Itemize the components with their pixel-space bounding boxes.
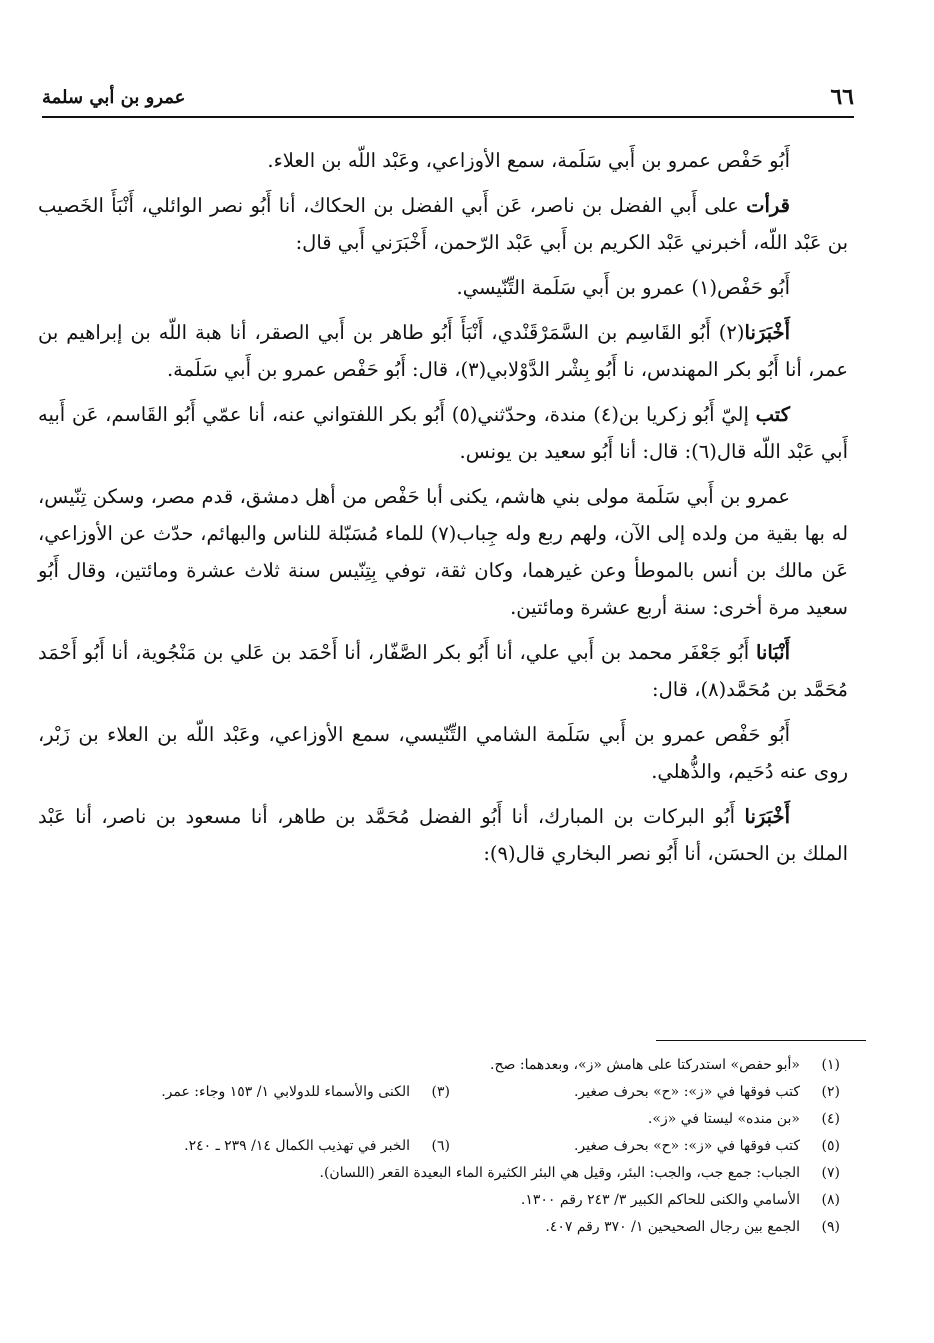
paragraph <box>38 478 848 626</box>
footnote <box>60 1214 840 1241</box>
paragraph-text: عمرو بن أَبي سَلَمة مولى بني هاشم، يكنى أبا حَفْص من أهل دمشق، قدم مصر، وسكن تِنّيس، له بها بقية من ولده إلى الآن، ولهم ربع وله جِباب(٧) للماء مُسَبّلة للناس والبهائم، حدّث عن الأوزاعي، عَن مالك بن أنس بالموطأ وعن غيرهما، وكان ثقة، توفي بِتِنّيس سنة ثلاث عشرة ومائتين، وقال أَبُو سعيد مرة أخرى: سنة أربع عشرة ومائتين. <box>38 485 849 619</box>
paragraph-text: على أَبي الفضل بن ناصر، عَن أَبي الفضل بن الحكاك، أنا أَبُو نصر الوائلي، أَنْبَأَ الخَصيب بن عَبْد اللّه، أخبرني عَبْد الكريم بن أَبي عَبْد الرّحمن، أَخْبَرَني أَبي قال: <box>38 194 848 254</box>
paragraph-text: أَبُو حَفْص عمرو بن أَبي سَلَمة الشامي التِّنّيسي، سمع الأوزاعي، وعَبْد اللّه بن العلاء بن زَبْر، روى عنه دُحَيم، والذُّهلي. <box>38 723 848 783</box>
footnote-number: (٥) <box>821 1138 840 1154</box>
footnote-row <box>60 1187 840 1214</box>
paragraph-text: أَبُو حَفْص عمرو بن أَبي سَلَمة، سمع الأوزاعي، وعَبْد اللّه بن العلاء. <box>267 149 790 172</box>
paragraph <box>38 396 848 470</box>
footnote-text: الجمع بين رجال الصحيحين ١/ ٣٧٠ رقم ٤٠٧. <box>545 1219 800 1235</box>
footnote-row <box>60 1214 840 1241</box>
footnote-number: (٨) <box>821 1192 840 1208</box>
footnote-text: كتب فوقها في «ز»: «ح» بحرف صغير. <box>573 1138 800 1154</box>
footnote-number: (١) <box>821 1057 840 1073</box>
footnote <box>60 1133 450 1160</box>
footnote-text: كتب فوقها في «ز»: «ح» بحرف صغير. <box>573 1084 800 1100</box>
paragraph-lead-word: قرأت <box>746 194 790 217</box>
footnote-number: (٧) <box>821 1165 840 1181</box>
footnote-text: الكنى والأسماء للدولابي ١/ ١٥٣ وجاء: عمر. <box>161 1084 410 1100</box>
footnote <box>60 1079 450 1106</box>
paragraph <box>38 269 848 306</box>
footnote-text: «بن منده» ليستا في «ز». <box>647 1111 800 1127</box>
footnote-row <box>60 1106 840 1133</box>
footnote-text: الجباب: جمع جب، والجب: البئر، وقيل هي البئر الكثيرة الماء البعيدة القعر (اللسان). <box>319 1165 800 1181</box>
footnotes <box>60 1052 840 1241</box>
paragraph <box>38 798 848 872</box>
footnote-number: (٣) <box>431 1084 450 1100</box>
footnote <box>450 1133 840 1160</box>
paragraph-lead-word: أَخْبَرَنا <box>744 805 790 828</box>
page-header <box>42 78 854 118</box>
footnote <box>60 1160 840 1187</box>
paragraph-text: أَبُو جَعْفَر محمد بن أَبي علي، أنا أَبُو بكر الصَّفّار، أنا أَحْمَد بن عَلي بن مَنْجُوية، أنا أَبُو أَحْمَد مُحَمَّد بن مُحَمَّد(٨)، قال: <box>38 641 848 701</box>
footnote-text: الأسامي والكنى للحاكم الكبير ٣/ ٢٤٣ رقم ١٣٠٠. <box>520 1192 800 1208</box>
footnote-number: (٩) <box>821 1219 840 1235</box>
paragraph-text: (٢) أَبُو القَاسِم بن السَّمَرْقَنْدي، أَنْبَأَ أَبُو طاهر بن أَبي الصقر، أنا هبة اللّه بن إبراهيم بن عمر، أنا أَبُو بكر المهندس، نا أَبُو بِشْر الدَّوْلابي(٣)، قال: أَبُو حَفْص عمرو بن أَبي سَلَمة. <box>38 321 848 381</box>
footnote <box>60 1106 840 1133</box>
footnote-row <box>60 1079 840 1106</box>
main-text <box>38 142 848 880</box>
footnote-number: (٢) <box>821 1084 840 1100</box>
paragraph-text: أَبُو البركات بن المبارك، أنا أَبُو الفضل مُحَمَّد بن طاهر، أنا مسعود بن ناصر، أنا عَبْد الملك بن الحسَن، أنا أَبُو نصر البخاري قال(٩): <box>38 805 848 865</box>
footnote <box>60 1052 840 1079</box>
paragraph <box>38 716 848 790</box>
running-title: عمرو بن أبي سلمة <box>42 86 186 108</box>
footnote-row <box>60 1160 840 1187</box>
footnote-text: الخبر في تهذيب الكمال ١٤/ ٢٣٩ ـ ٢٤٠. <box>184 1138 410 1154</box>
page-number: ٦٦ <box>830 84 854 110</box>
paragraph-text: أَبُو حَفْص(١) عمرو بن أَبي سَلَمة التِّنّيسي. <box>456 276 790 299</box>
paragraph-text: إليّ أَبُو زكريا بن(٤) مندة، وحدّثني(٥) أَبُو بكر اللفتواني عنه، أنا عمّي أَبُو القَاسم، عَن أَبيه أَبي عَبْد اللّه قال(٦): قال: أنا أَبُو سعيد بن يونس. <box>38 403 848 463</box>
paragraph-lead-word: أَخْبَرَنا <box>744 321 790 344</box>
footnote-number: (٦) <box>431 1138 450 1154</box>
paragraph <box>38 314 848 388</box>
footnote-row <box>60 1133 840 1160</box>
footnote <box>60 1187 840 1214</box>
paragraph-lead-word: أَنْبَانا <box>755 641 790 664</box>
footnote-number: (٤) <box>821 1111 840 1127</box>
footnote <box>450 1079 840 1106</box>
paragraph <box>38 142 848 179</box>
paragraph-lead-word: كتب <box>755 403 790 426</box>
paragraph <box>38 187 848 261</box>
paragraph <box>38 634 848 708</box>
footnote-row <box>60 1052 840 1079</box>
footnote-separator <box>656 1040 866 1041</box>
footnote-text: «أبو حفص» استدركتا على هامش «ز»، وبعدهما: صح. <box>490 1057 800 1073</box>
